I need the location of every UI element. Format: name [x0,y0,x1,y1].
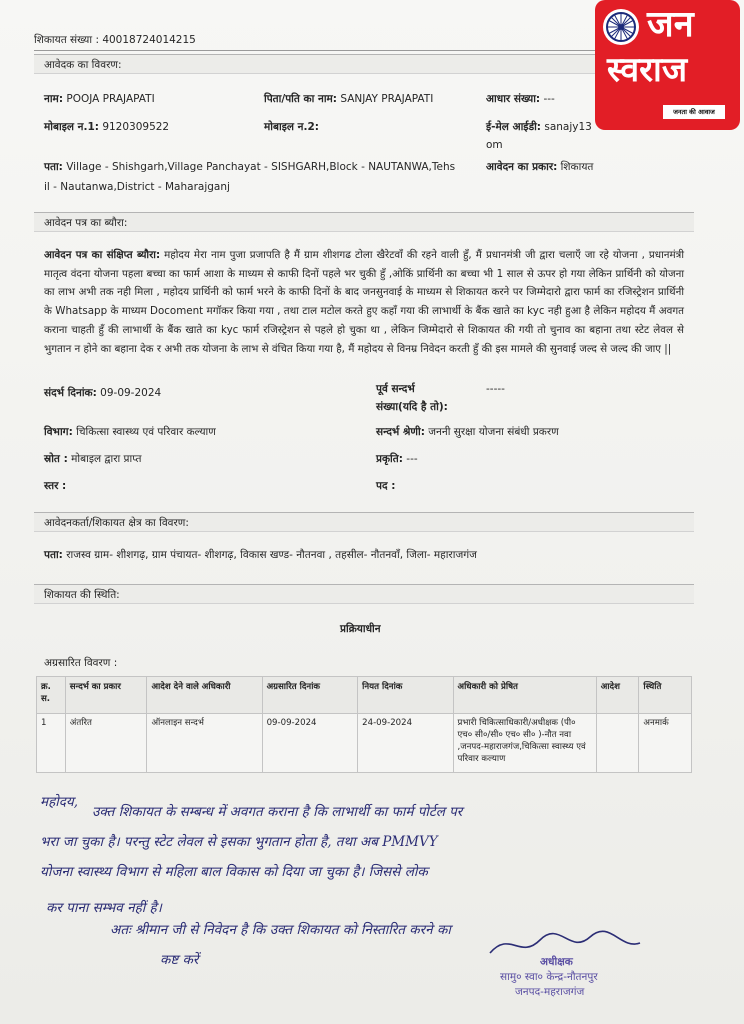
area-section-header: आवेदनकर्ता/शिकायत क्षेत्र का विवरण: [34,512,694,532]
cell-order [596,714,639,773]
department-field: विभाग: चिकित्सा स्वास्थ्य एवं परिवार कल्याण [44,426,216,438]
nature-field: प्रकृति: --- [376,453,418,465]
table-header-row [37,677,692,714]
mobile2-field: मोबाइल न.2: [264,121,319,133]
logo-tagline: जनता की आवाज [663,105,725,119]
aadhaar-field: आधार संख्या: --- [486,93,555,105]
application-summary: आवेदन पत्र का संक्षिप्त ब्यौरा: महोदय मेरा नाम पुजा प्रजापति है मैं ग्राम शीशगढ टोला खैरेटवॉं की रहने वाली हुँ, मैं प्रधानमंत्री जी द्वारा चलाएँ जा रहे योजना , प्रधानमंत्री मातृत्व वंदना योजना पहला बच्चा का फार्म आशा के माध्यम से काफी दिनों पहले भर चुकी हुँ ,ओकिं प्रार्थिनी का बच्चा भी 1 साल से ऊपर हो गया लेकिन प्रार्थिनी को योजना का लाभ अभी तक नही मिला , महोदय प्रार्थिनी को फार्म भरने के काफी दिनों के बाद जनसुनवाई के माध्यम से शिकायत करने पर जिम्मेदारो द्वारा फार्म का रजिस्ट्रेशन प्रार्थिनी के Whatsapp के माध्यम Docoment मगॉकर किया गया , तथा टाल मटोल करते हुए कहाँ गया की लाभार्थी के बैंक खाते का kyc नही हुआ है लेकिन महोदय मैं अवगत कराना चाहती हुँ की लाभार्थी के बैंक खाते का kyc फार्म रजिस्ट्रेशन से पहले हो चुका था , लेकिन जिम्मेदारो से शिकायत की गयी तो चुनाव का बहाना तथा स्टेट लेवल से भुगतान न होने का बहाना देक र अभी तक योजना के लाभ से वंचित किया गया है, मैं महोदय से विनम्र निवेदन करती हुँ की इस मामले की सुनवाई जल्द से जल्द की जाए || [44,249,685,355]
cell-sent-to-officer: प्रभारी चिकित्साधिकारी/अधीक्षक (पी० एच० सी०/सी० एच० सी० )-नौत नवा ,जनपद-महाराजगंज,चिकित्सा स्वास्थ्य एवं परिवार कल्याण [453,714,596,773]
forward-details-table [36,676,692,773]
reference-date-field: संदर्भ दिनांक: 09-09-2024 [44,387,162,399]
stamp-line-2: सामु० स्वा० केन्द्र-नौतनपुर [500,971,598,983]
col-ordering-officer: आदेश देने वाले अधिकारी [147,677,262,714]
status-section-header: शिकायत की स्थिति: [34,584,694,604]
previous-reference-label: पूर्व सन्दर्भ [376,383,415,395]
address-field: पता: Village - Shishgarh,Village Panchayat - SISHGARH,Block - NAUTANWA,Tehs [44,161,456,173]
previous-reference-label-2: संख्या(यदि है तो): [376,401,448,413]
post-field: पद : [376,480,396,492]
logo-text-top: जन [647,4,694,45]
col-sno: क्र. स. [37,677,66,714]
col-forward-date: अग्रसारित दिनांक [262,677,358,714]
ashoka-chakra-icon [603,9,639,45]
level-field: स्तर : [44,480,67,492]
handwritten-line-6: अतः श्रीमान जी से निवेदन है कि उक्त शिकायत को निस्तारित करने का [110,922,451,938]
mobile1-field: मोबाइल न.1: 9120309522 [44,121,170,133]
col-due-date: नियत दिनांक [358,677,453,714]
jan-swaraj-logo [595,0,740,130]
col-sent-to-officer: अधिकारी को प्रेषित [453,677,596,714]
cell-sno: 1 [37,714,66,773]
handwritten-line-7: कष्ट करें [160,952,199,968]
area-address-field: पता: राजस्व ग्राम- शीशगढ़, ग्राम पंचायत- शीशगढ़, विकास खण्ड- नौतनवा , तहसील- नौतनवॉं, जिला- महाराजगंज [44,549,477,561]
source-field: स्रोत : मोबाइल द्वारा प्राप्त [44,453,142,465]
officer-stamp [470,955,700,1015]
application-section-header: आवेदन पत्र का ब्यौरा: [34,212,694,232]
cell-due-date: 24-09-2024 [358,714,453,773]
col-ref-type: सन्दर्भ का प्रकार [65,677,147,714]
email-field-cont: om [486,139,503,151]
handwritten-line-5: कर पाना सम्भव नहीं है। [46,900,162,916]
cell-ordering-officer: ऑनलाइन सन्दर्भ [147,714,262,773]
email-field: ई-मेल आईडी: sanajy13 [486,121,592,133]
applicant-section-header: आवेदक का विवरण: [34,54,694,74]
handwritten-line-1: महोदय, [40,794,79,810]
address-line2: il - Nautanwa,District - Maharajganj [44,181,230,193]
stamp-line-1: अधीक्षक [540,956,573,968]
col-status: स्थिति [639,677,692,714]
cell-forward-date: 09-09-2024 [262,714,358,773]
col-order: आदेश [596,677,639,714]
forward-details-title: अग्रसारित विवरण : [44,657,118,669]
category-field: सन्दर्भ श्रेणी: जननी सुरक्षा योजना संबंधी प्रकरण [376,426,559,438]
father-name-field: पिता/पति का नाम: SANJAY PRAJAPATI [264,93,434,105]
handwritten-line-3: भरा जा चुका है। परन्तु स्टेट लेवल से इसका भुगतान होता है, तथा अब PMMVY [40,834,438,850]
handwritten-line-4: योजना स्वास्थ्य विभाग से महिला बाल विकास को दिया जा चुका है। जिससे लोक [40,864,428,880]
table-row [37,714,692,773]
stamp-line-3: जनपद-महराजगंज [515,986,585,998]
application-type-field: आवेदन का प्रकार: शिकायत [486,161,594,173]
previous-reference-value: ----- [486,383,505,395]
cell-status: अनमार्क [639,714,692,773]
complaint-number: शिकायत संख्या : 40018724014215 [34,34,196,46]
logo-text-bottom: स्वराज [607,50,688,90]
name-field: नाम: POOJA PRAJAPATI [44,93,155,105]
cell-ref-type: अंतरित [65,714,147,773]
status-value: प्रक्रियाधीन [340,623,381,635]
handwritten-line-2: उक्त शिकायत के सम्बन्ध में अवगत कराना है कि लाभार्थी का फार्म पोर्टल पर [92,804,463,820]
